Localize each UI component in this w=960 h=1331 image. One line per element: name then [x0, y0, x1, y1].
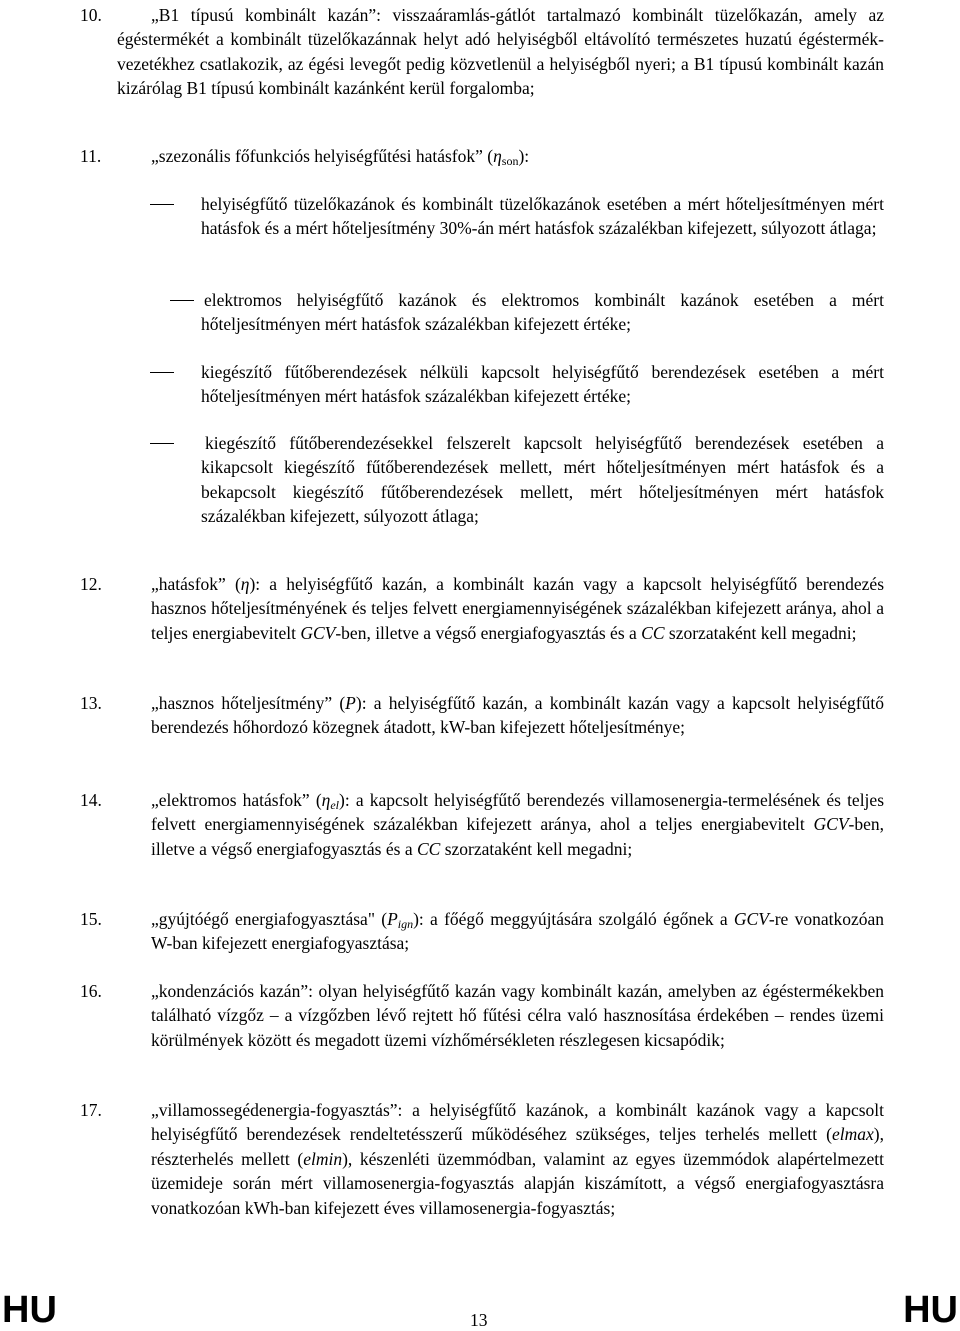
item-number: 11. — [80, 146, 102, 166]
item-number: 15. — [80, 909, 102, 929]
sub-item: kiegészítő fűtőberendezések nélküli kapcsolt helyiségfűtő berendezések esetében a mért hőteljesítményen mért hatásfok százalékban kifejezett értéke; — [201, 362, 884, 407]
dash-bullet — [150, 443, 174, 444]
footer-language-mark-right: HU — [903, 1289, 958, 1331]
item-text: „villamossegédenergia-fogyasztás”: a helyiségfűtő kazánok, a kombinált kazánok vagy a kapcsolt helyiségfűtő berendezések rendeltetésszerű működéséhez szükséges, teljes terhelés mellett (elmax), részterhelés mellett (elmin), készenléti üzemmódban, valamint az egyes üzemmódok alapértelmezett üzemideje során mért villamosenergia-fogyasztás alapján kiszámított, a végső energiafogyasztásra vonatkozóan kWh-ban kifejezett éves villamosenergia-fogyasztás; — [151, 1100, 884, 1218]
item-text: „elektromos hatásfok” $(\eta_{el})$: a kapcsolt helyiségfűtő berendezés villamosenergia-termelésének és teljes felvett energiamennyiségének százalékban kifejezett aránya, ahol a teljes energiabevitelt GCV-ben, illetve a végső energiafogyasztás és a CC szorzataként kell megadni; — [151, 790, 884, 859]
item-number: 13. — [80, 693, 102, 713]
item-number: 14. — [80, 790, 102, 810]
item-text: „gyújtóégő energiafogyasztása" $(P_{ign})$: a főégő meggyújtására szolgáló égőnek a GCV-re vonatkozóan W-ban kifejezett energiafogyasztása; — [151, 909, 885, 954]
dash-bullet — [170, 300, 194, 301]
item-number: 10. — [80, 5, 102, 25]
page-number: 13 — [470, 1310, 488, 1330]
sub-item: helyiségfűtő tüzelőkazánok és kombinált tüzelőkazánok esetében a mért hőteljesítményen mért hatásfok és a mért hőteljesítmény 30%-án mért hatásfok százalékban kifejezett, súlyozott átlaga; — [201, 194, 884, 239]
item-text: „hasznos hőteljesítmény” (P): a helyiségfűtő kazán, a kombinált kazán vagy a kapcsolt helyiségfűtő berendezés hőhordozó közegnek átadott, kW-ban kifejezett hőteljesítménye; — [151, 693, 884, 738]
dash-bullet — [150, 372, 174, 373]
item-text: „B1 típusú kombinált kazán”: visszaáramlás-gátlót tartalmazó kombinált tüzelőkazán, amely az égéstermékét a kombinált tüzelőkazánnak helyt adó helyiségből eltávolító természetes huzatú égéstermék-vezetékhez csatlakozik, az égési levegőt pedig közvetlenül a helyiségből nyeri; a B1 típusú kombinált kazán kizárólag B1 típusú kombinált kazánként kerül forgalomba; — [117, 5, 884, 99]
item-number: 17. — [80, 1100, 102, 1120]
sub-item: elektromos helyiségfűtő kazánok és elektromos kombinált kazánok esetében a mért hőteljesítményen mért hatásfok százalékban kifejezett értéke; — [201, 290, 884, 335]
item-text: „hatásfok” (η): a helyiségfűtő kazán, a kombinált kazán vagy a kapcsolt helyiségfűtő berendezés hasznos hőteljesítményének és teljes felvett energiamennyiségének százalékban kifejezett aránya, ahol a teljes energiabevitelt GCV-ben, illetve a végső energiafogyasztás és a CC szorzataként kell megadni; — [151, 574, 885, 643]
item-number: 16. — [80, 981, 102, 1001]
item-text: „szezonális főfunkciós helyiségfűtési hatásfok” $(\eta_{son})$: — [151, 146, 530, 168]
footer-language-mark-left: HU — [2, 1289, 57, 1331]
sub-item: kiegészítő fűtőberendezésekkel felszerelt kapcsolt helyiségfűtő berendezések esetében a kikapcsolt kiegészítő fűtőberendezések mellett, mért hőteljesítményen mért hatásfok és a bekapcsolt kiegészítő fűtőberendezések mellett, mért hőteljesítményen mért hatásfok százalékban kifejezett, súlyozott átlaga; — [201, 433, 884, 527]
dash-bullet — [150, 204, 174, 205]
item-number: 12. — [80, 574, 102, 594]
item-text: „kondenzációs kazán”: olyan helyiségfűtő kazán vagy kombinált kazán, amelyben az égéstermékekben található vízgőz – a vízgőzben lévő rejtett hő fűtési célra való hasznosítása érdekében – rendes üzemi körülmények között és megadott üzemi vízhőmérsékleten részlegesen kicsapódik; — [151, 981, 884, 1050]
